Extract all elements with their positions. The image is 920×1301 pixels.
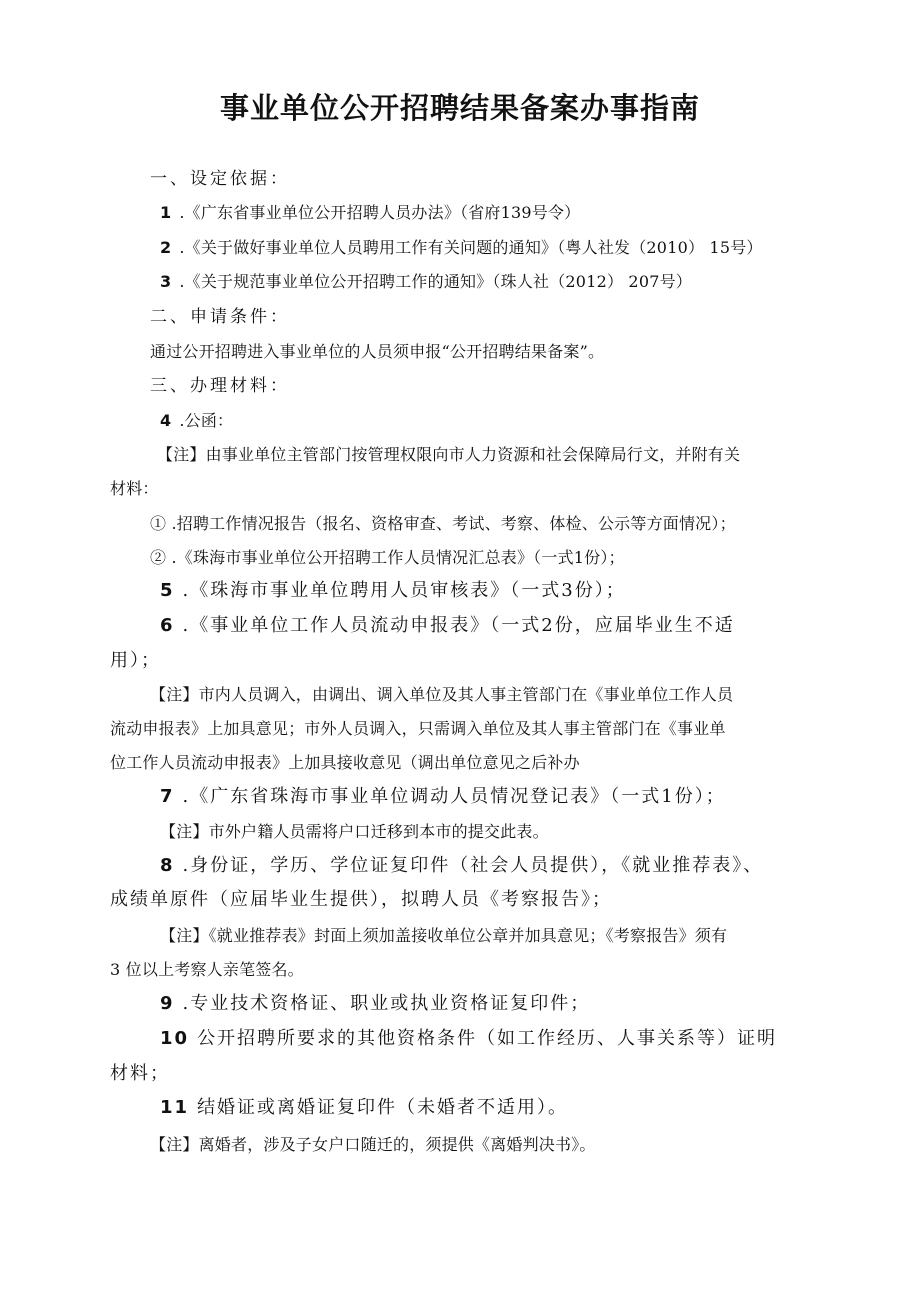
note-8-line-2: 3 位以上考察人亲笔签名。 — [110, 960, 304, 979]
material-item-6-text: .《事业单位工作人员流动申报表》（一式2份，应届毕业生不适 — [182, 615, 735, 636]
material-item-7 — [160, 786, 726, 808]
basis-item-3-text: .《关于规范事业单位公开招聘工作的通知》（珠人社（2012） 207号） — [179, 272, 692, 291]
note-11: 【注】离婚者，涉及子女户口随迁的，须提供《离婚判决书》。 — [150, 1135, 596, 1154]
note-4-line-2: 材料： — [110, 479, 159, 498]
basis-item-1-text: .《广东省事业单位公开招聘人员办法》（省府139号令） — [179, 203, 581, 222]
material-item-6-number: 6 — [160, 615, 175, 636]
basis-item-2 — [160, 237, 763, 259]
note-6-line-3: 位工作人员流动申报表》上加具接收意见（调出单位意见之后补办 — [110, 753, 580, 772]
note-6-line-1: 【注】市内人员调入，由调出、调入单位及其人事主管部门在《事业单位工作人员 — [150, 685, 734, 704]
material-item-10-text: 公开招聘所要求的其他资格条件（如工作经历、人事关系等）证明 — [197, 1028, 778, 1049]
note-7: 【注】市外户籍人员需将户口迁移到本市的提交此表。 — [160, 822, 549, 841]
basis-item-1-number: 1 — [160, 203, 172, 222]
note-6-line-2: 流动申报表》上加具意见；市外人员调入，只需调入单位及其人事主管部门在《事业单 — [110, 719, 726, 738]
material-sub-1: ① .招聘工作情况报告（报名、资格审查、考试、考察、体检、公示等方面情况）； — [150, 514, 736, 533]
material-item-5 — [160, 580, 626, 602]
material-item-8-text: .身份证，学历、学位证复印件（社会人员提供），《就业推荐表》、 — [182, 855, 764, 876]
basis-item-3-number: 3 — [160, 272, 172, 291]
material-item-7-text: .《广东省珠海市事业单位调动人员情况登记表》（一式1份）； — [182, 786, 726, 807]
material-item-11-text: 结婚证或离婚证复印件（未婚者不适用）。 — [197, 1097, 569, 1118]
material-item-8-line-2: 成绩单原件（应届毕业生提供），拟聘人员《考察报告》； — [110, 889, 612, 910]
material-item-8-number: 8 — [160, 855, 175, 876]
material-item-4 — [160, 410, 233, 432]
material-item-10-number: 10 — [160, 1028, 190, 1049]
material-item-4-number: 4 — [160, 411, 172, 430]
material-item-6-line-1 — [160, 615, 735, 637]
material-item-10-line-2: 材料； — [110, 1063, 170, 1084]
material-item-5-text: .《珠海市事业单位聘用人员审核表》（一式3份）； — [182, 580, 626, 601]
material-item-5-number: 5 — [160, 580, 175, 601]
section-materials-heading: 三、办理材料： — [150, 376, 290, 396]
note-4-line-1: 【注】由事业单位主管部门按管理权限向市人力资源和社会保障局行文，并附有关 — [157, 445, 741, 464]
material-item-7-number: 7 — [160, 786, 175, 807]
page-title: 事业单位公开招聘结果备案办事指南 — [219, 91, 700, 125]
material-item-6-line-2: 用）； — [110, 650, 161, 671]
section-basis-heading: 一、设定依据： — [150, 169, 290, 189]
basis-item-2-text: .《关于做好事业单位人员聘用工作有关问题的通知》（粤人社发（2010） 15号） — [179, 238, 763, 257]
material-item-9-number: 9 — [160, 993, 175, 1014]
material-item-10-line-1 — [160, 1028, 777, 1050]
basis-item-2-number: 2 — [160, 238, 172, 257]
material-sub-2: ② .《珠海市事业单位公开招聘工作人员情况汇总表》（一式1份）； — [150, 548, 625, 567]
conditions-text: 通过公开招聘进入事业单位的人员须申报“公开招聘结果备案”。 — [150, 342, 605, 361]
basis-item-1 — [160, 202, 580, 224]
section-conditions-heading: 二、申请条件： — [150, 307, 290, 327]
material-item-9-text: .专业技术资格证、职业或执业资格证复印件； — [182, 993, 591, 1014]
note-8-line-1: 【注】《就业推荐表》封面上须加盖接收单位公章并加具意见；《考察报告》须有 — [160, 926, 728, 945]
material-item-8-line-1 — [160, 855, 763, 877]
material-item-11-number: 11 — [160, 1097, 190, 1118]
basis-item-3 — [160, 271, 692, 293]
material-item-4-text: .公函： — [179, 411, 234, 430]
material-item-11 — [160, 1097, 568, 1119]
material-item-9 — [160, 993, 590, 1015]
